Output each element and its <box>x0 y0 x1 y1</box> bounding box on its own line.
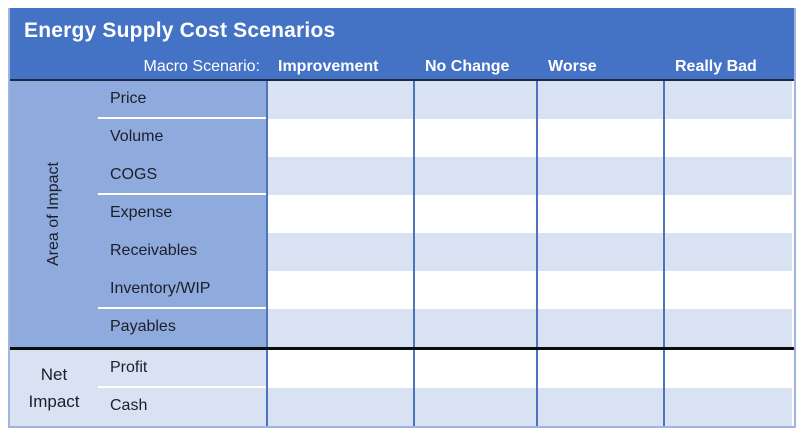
macro-scenario-label: Macro Scenario: <box>143 57 260 75</box>
data-cell <box>413 388 536 426</box>
column-header-improvement: Improvement <box>278 57 379 75</box>
table-row-cash <box>266 388 794 426</box>
data-cell <box>536 309 663 347</box>
net-impact-group-label: Net Impact <box>28 364 80 411</box>
area-of-impact-group-cell <box>10 81 98 347</box>
net-row-labels <box>98 350 266 426</box>
column-header-no-change: No Change <box>425 57 510 75</box>
data-cell <box>266 388 413 426</box>
data-cell <box>536 119 663 157</box>
net-impact-section <box>10 350 794 426</box>
data-cell <box>413 157 536 195</box>
data-cell <box>663 195 792 233</box>
data-cell <box>663 157 792 195</box>
column-header-worse: Worse <box>548 57 597 75</box>
row-label-volume: Volume <box>110 128 164 145</box>
data-cell <box>663 309 792 347</box>
area-of-impact-group-label: Area of Impact <box>45 161 62 267</box>
data-cell <box>413 195 536 233</box>
data-cell <box>536 388 663 426</box>
data-cell <box>536 233 663 271</box>
area-of-impact-data <box>266 81 794 347</box>
data-cell <box>663 233 792 271</box>
data-cell <box>536 157 663 195</box>
data-cell <box>536 350 663 388</box>
net-impact-label-column <box>10 350 266 426</box>
table-title-bar <box>10 8 794 54</box>
scenario-header-row <box>10 54 794 79</box>
data-cell <box>663 81 792 119</box>
data-cell <box>413 81 536 119</box>
table-row-profit <box>266 350 794 388</box>
row-label-inventory-wip: Inventory/WIP <box>98 271 266 309</box>
data-cell <box>266 350 413 388</box>
row-label-expense: Expense <box>110 204 173 221</box>
data-cell <box>266 195 413 233</box>
table-row-receivables <box>266 233 794 271</box>
table-row-payables <box>266 309 794 347</box>
table-row-cogs <box>266 157 794 195</box>
row-label-price: Price <box>98 81 266 119</box>
data-cell <box>663 350 792 388</box>
scenario-table <box>8 8 796 428</box>
data-cell <box>266 81 413 119</box>
table-row-inventory-wip <box>266 271 794 309</box>
data-cell <box>663 388 792 426</box>
table-row-price <box>266 81 794 119</box>
data-cell <box>663 271 792 309</box>
area-of-impact-section <box>10 81 794 347</box>
table-row-volume <box>266 119 794 157</box>
net-impact-data <box>266 350 794 426</box>
data-cell <box>663 119 792 157</box>
net-impact-group-cell <box>10 350 98 426</box>
data-cell <box>413 233 536 271</box>
data-cell <box>266 309 413 347</box>
row-label-profit: Profit <box>98 350 266 388</box>
table-row-expense <box>266 195 794 233</box>
column-header-really-bad: Really Bad <box>675 57 757 75</box>
data-cell <box>266 157 413 195</box>
data-cell <box>536 81 663 119</box>
data-cell <box>413 119 536 157</box>
data-cell <box>536 271 663 309</box>
area-of-impact-label-column <box>10 81 266 347</box>
row-label-payables: Payables <box>110 318 176 335</box>
data-cell <box>413 271 536 309</box>
row-label-cogs: COGS <box>98 157 266 195</box>
data-cell <box>266 119 413 157</box>
row-label-receivables: Receivables <box>110 242 198 259</box>
data-cell <box>413 350 536 388</box>
data-cell <box>536 195 663 233</box>
row-label-cash: Cash <box>110 397 148 414</box>
data-cell <box>266 233 413 271</box>
row-labels <box>98 81 266 347</box>
data-cell <box>413 309 536 347</box>
data-cell <box>266 271 413 309</box>
table-title: Energy Supply Cost Scenarios <box>24 19 336 42</box>
